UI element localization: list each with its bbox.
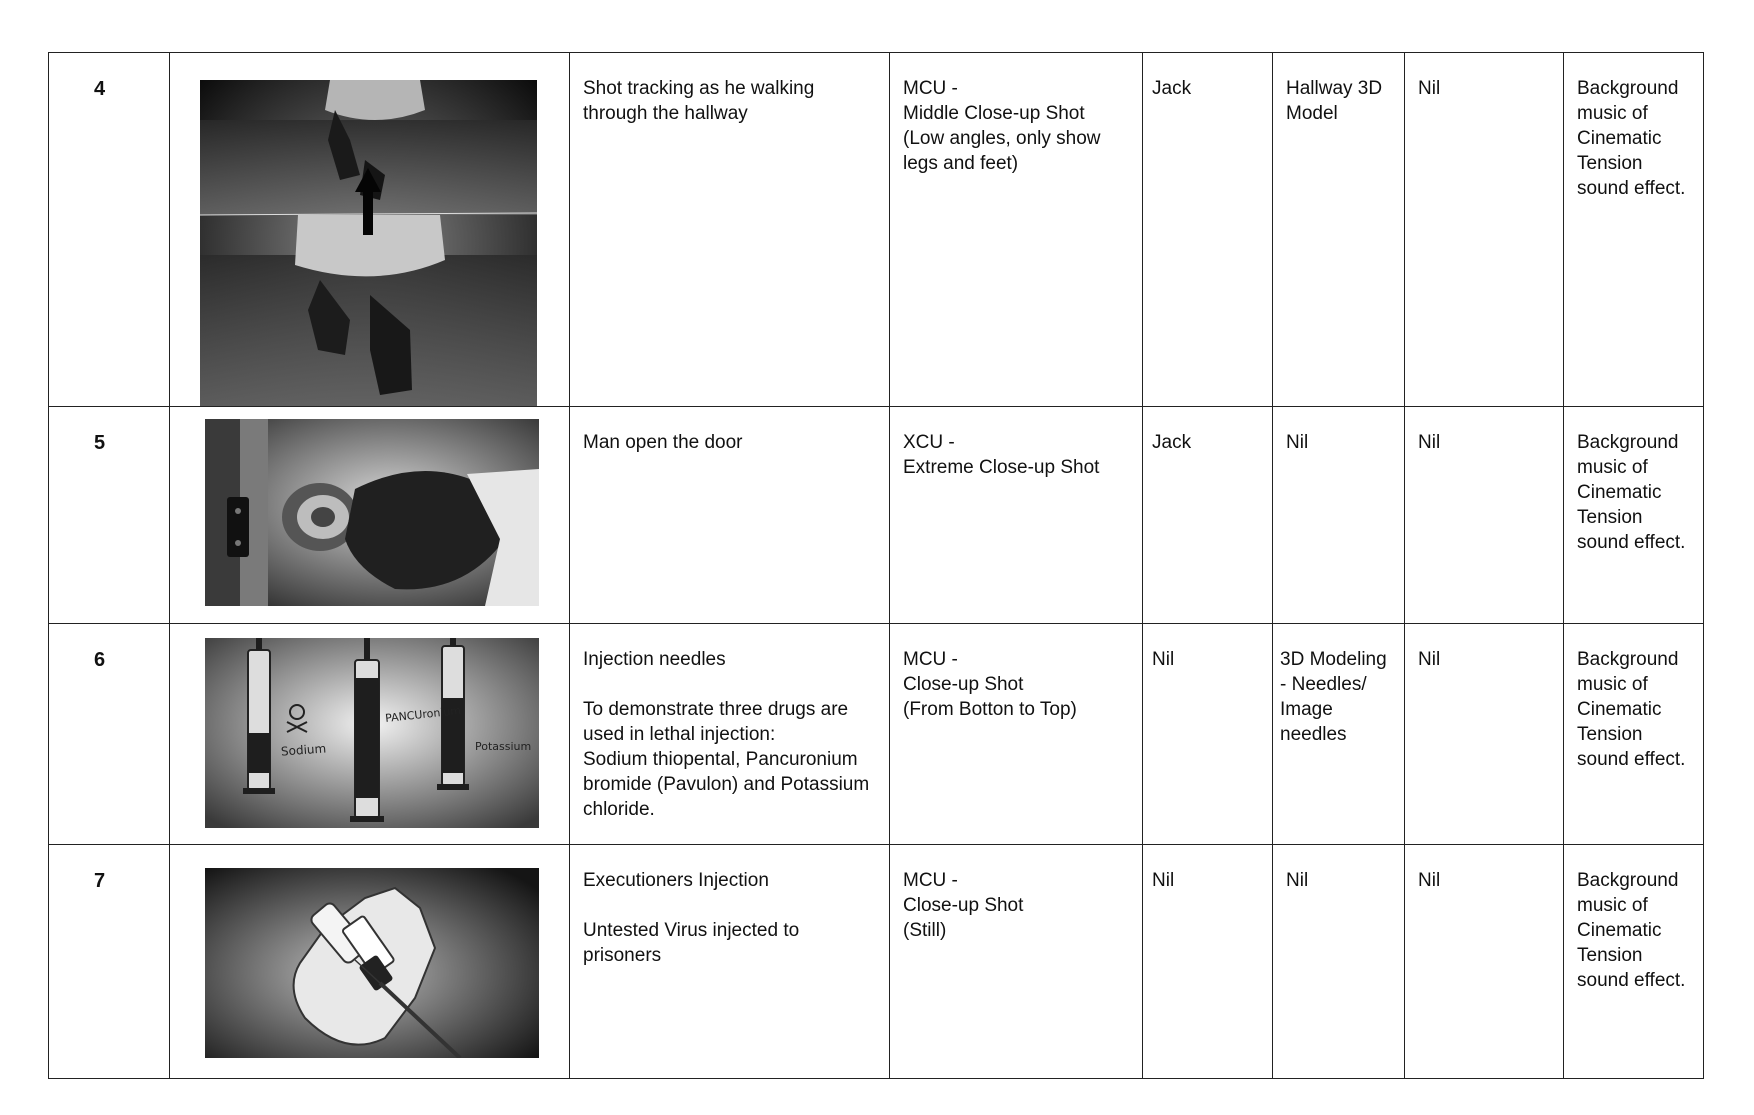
sound: Background music of Cinematic Tension sound effect. (1577, 432, 1686, 553)
asset-cell (1273, 53, 1405, 407)
character-cell (1143, 624, 1273, 845)
storyboard-image-cell (170, 53, 570, 407)
sound-cell (1564, 53, 1704, 407)
image-label-potassium: Potassium (475, 740, 532, 753)
shot-type-cell (890, 407, 1143, 624)
character: Jack (1152, 432, 1192, 453)
dialogue: Nil (1418, 432, 1441, 453)
sound-cell (1564, 845, 1704, 1079)
shot-type: XCU - Extreme Close-up Shot (903, 432, 1100, 478)
asset: Hallway 3D Model (1286, 78, 1383, 124)
table-row (49, 845, 1704, 1079)
asset-cell (1273, 624, 1405, 845)
character-cell (1143, 845, 1273, 1079)
shot-description: Injection needles To demonstrate three drugs are used in lethal injection: Sodium thiopental, Pancuronium bromide (Pavulon) and Potassium chloride. (583, 649, 870, 820)
description-cell (570, 624, 890, 845)
dialogue-cell (1405, 53, 1564, 407)
character: Jack (1152, 78, 1192, 99)
shot-type: MCU - Middle Close-up Shot (Low angles, only show legs and feet) (903, 78, 1101, 174)
description-cell (570, 407, 890, 624)
sound-cell (1564, 624, 1704, 845)
scene-number: 6 (94, 649, 106, 671)
dialogue-cell (1405, 845, 1564, 1079)
scene-number-cell (49, 53, 170, 407)
three-syringes-sketch (205, 638, 539, 828)
scene-number: 7 (94, 870, 106, 892)
scene-number: 4 (94, 78, 106, 100)
hand-on-doorknob-sketch (205, 419, 539, 606)
dialogue: Nil (1418, 649, 1441, 670)
character: Nil (1152, 649, 1175, 670)
shot-type: MCU - Close-up Shot (Still) (903, 870, 1024, 941)
dialogue-cell (1405, 407, 1564, 624)
table-row (49, 624, 1704, 845)
table-row (49, 53, 1704, 407)
character: Nil (1152, 870, 1175, 891)
dialogue: Nil (1418, 870, 1441, 891)
shot-type: MCU - Close-up Shot (From Botton to Top) (903, 649, 1077, 720)
sound: Background music of Cinematic Tension sound effect. (1577, 78, 1686, 199)
table-row (49, 407, 1704, 624)
dialogue-cell (1405, 624, 1564, 845)
character-cell (1143, 53, 1273, 407)
storyboard-image-cell (170, 845, 570, 1079)
sound: Background music of Cinematic Tension sound effect. (1577, 870, 1686, 991)
shot-description: Man open the door (583, 432, 743, 453)
gloved-hand-vial-syringe-sketch (205, 868, 539, 1058)
asset: 3D Modeling - Needles/ Image needles (1280, 649, 1387, 745)
shot-type-cell (890, 624, 1143, 845)
shot-description: Shot tracking as he walking through the hallway (583, 78, 815, 124)
sound: Background music of Cinematic Tension sound effect. (1577, 649, 1686, 770)
scene-number-cell (49, 845, 170, 1079)
scene-number: 5 (94, 432, 106, 454)
storyboard-image-cell (170, 407, 570, 624)
asset-cell (1273, 407, 1405, 624)
image-label-sodium: Sodium (280, 741, 327, 759)
asset-cell (1273, 845, 1405, 1079)
asset: Nil (1286, 432, 1309, 453)
shot-type-cell (890, 53, 1143, 407)
description-cell (570, 53, 890, 407)
shot-type-cell (890, 845, 1143, 1079)
scene-number-cell (49, 624, 170, 845)
sound-cell (1564, 407, 1704, 624)
hallway-walking-legs-sketch (200, 80, 537, 406)
description-cell (570, 845, 890, 1079)
dialogue: Nil (1418, 78, 1441, 99)
shot-description: Executioners Injection Untested Virus injected to prisoners (583, 870, 800, 966)
storyboard-image-cell (170, 624, 570, 845)
character-cell (1143, 407, 1273, 624)
scene-number-cell (49, 407, 170, 624)
asset: Nil (1286, 870, 1309, 891)
image-label-pancuronium: PANCUronium (384, 704, 462, 725)
storyboard-table (48, 52, 1704, 1079)
